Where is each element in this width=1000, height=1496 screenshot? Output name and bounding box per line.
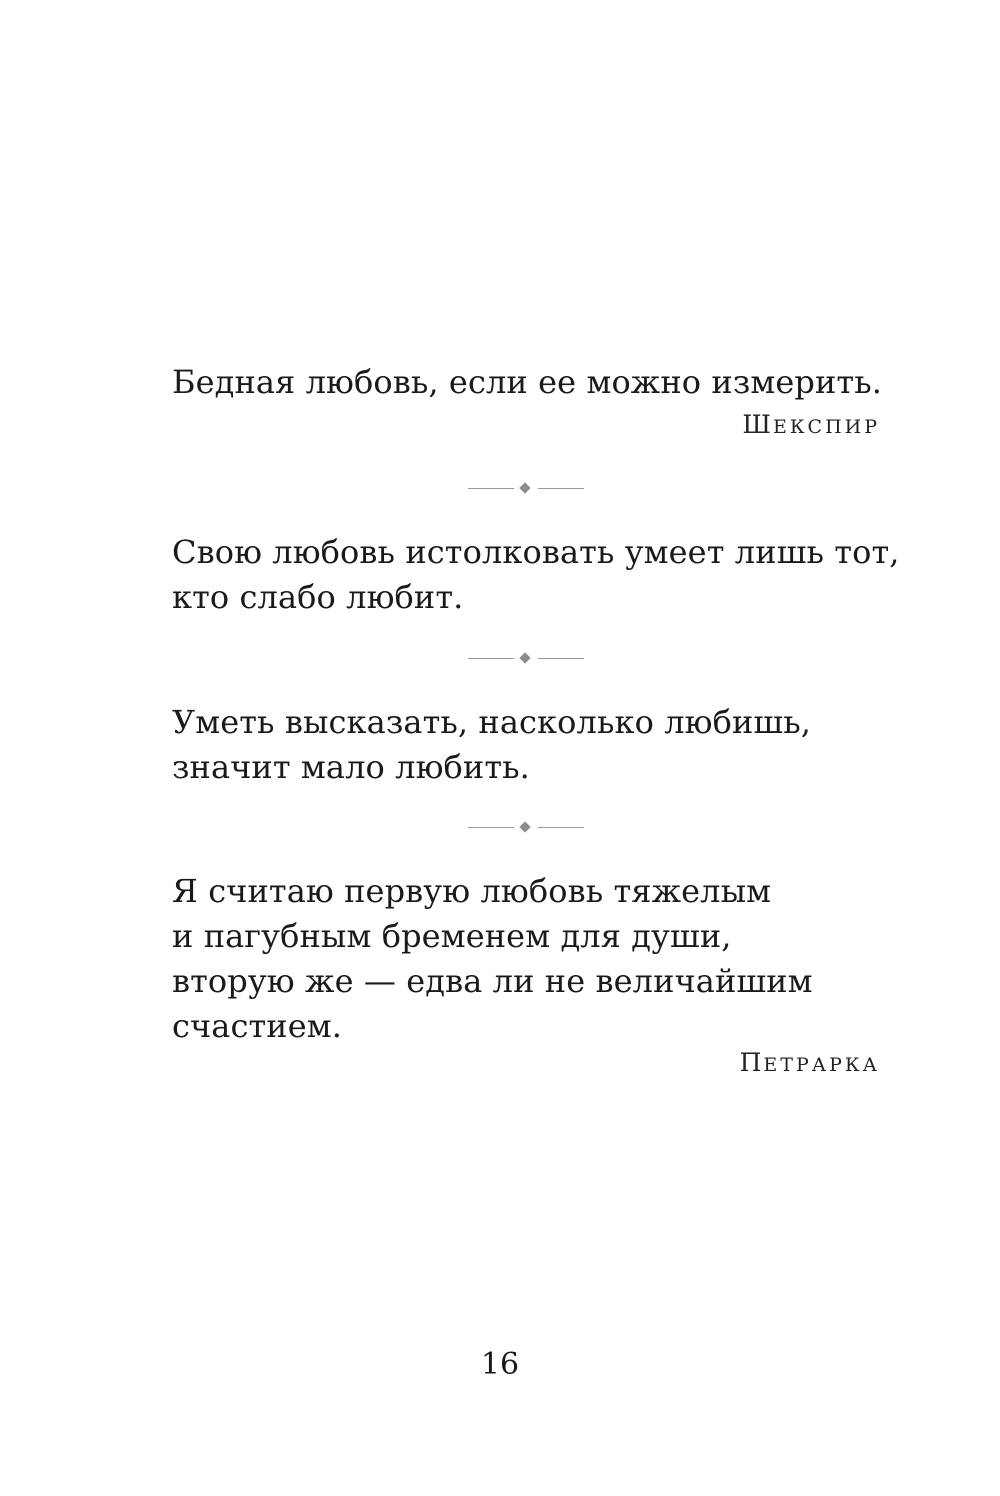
diamond-icon xyxy=(519,482,530,493)
quote-4-author-initial: П xyxy=(739,1048,764,1077)
divider-rule-left xyxy=(468,827,514,828)
quote-1-author-rest: ЕКСПИР xyxy=(772,416,880,438)
quote-4-line-3: вторую же — едва ли не величайшим xyxy=(172,962,813,1000)
quote-4-author xyxy=(740,1048,880,1077)
ornament-divider-1 xyxy=(468,483,584,495)
quote-3 xyxy=(172,700,892,790)
divider-rule-right xyxy=(538,658,584,659)
quote-4-line-1: Я считаю первую любовь тяжелым xyxy=(172,872,772,910)
ornament-divider-2 xyxy=(468,653,584,665)
quote-3-line-2: значит мало любить. xyxy=(172,748,530,786)
quote-4-author-rest: ЕТРАРКА xyxy=(763,1054,880,1076)
quote-2 xyxy=(172,530,900,620)
ornament-divider-3 xyxy=(468,822,584,834)
quote-4-line-2: и пагубным бременем для души, xyxy=(172,917,732,955)
quote-3-line-1: Уметь высказать, насколько любишь, xyxy=(172,703,812,741)
divider-rule-right xyxy=(538,488,584,489)
quote-1-author-initial: Ш xyxy=(742,410,773,439)
quote-1-line-1: Бедная любовь, если ее можно измерить. xyxy=(172,363,883,401)
page-number: 16 xyxy=(480,1347,520,1382)
quote-4-line-4: счастием. xyxy=(172,1007,343,1045)
divider-rule-left xyxy=(468,488,514,489)
quote-1 xyxy=(172,360,892,405)
quote-4 xyxy=(172,869,892,1049)
diamond-icon xyxy=(519,652,530,663)
divider-rule-left xyxy=(468,658,514,659)
quote-1-author xyxy=(742,410,880,439)
quote-2-line-1: Свою любовь истолковать умеет лишь тот, xyxy=(172,533,900,571)
quote-2-line-2: кто слабо любит. xyxy=(172,578,464,616)
divider-rule-right xyxy=(538,827,584,828)
diamond-icon xyxy=(519,821,530,832)
